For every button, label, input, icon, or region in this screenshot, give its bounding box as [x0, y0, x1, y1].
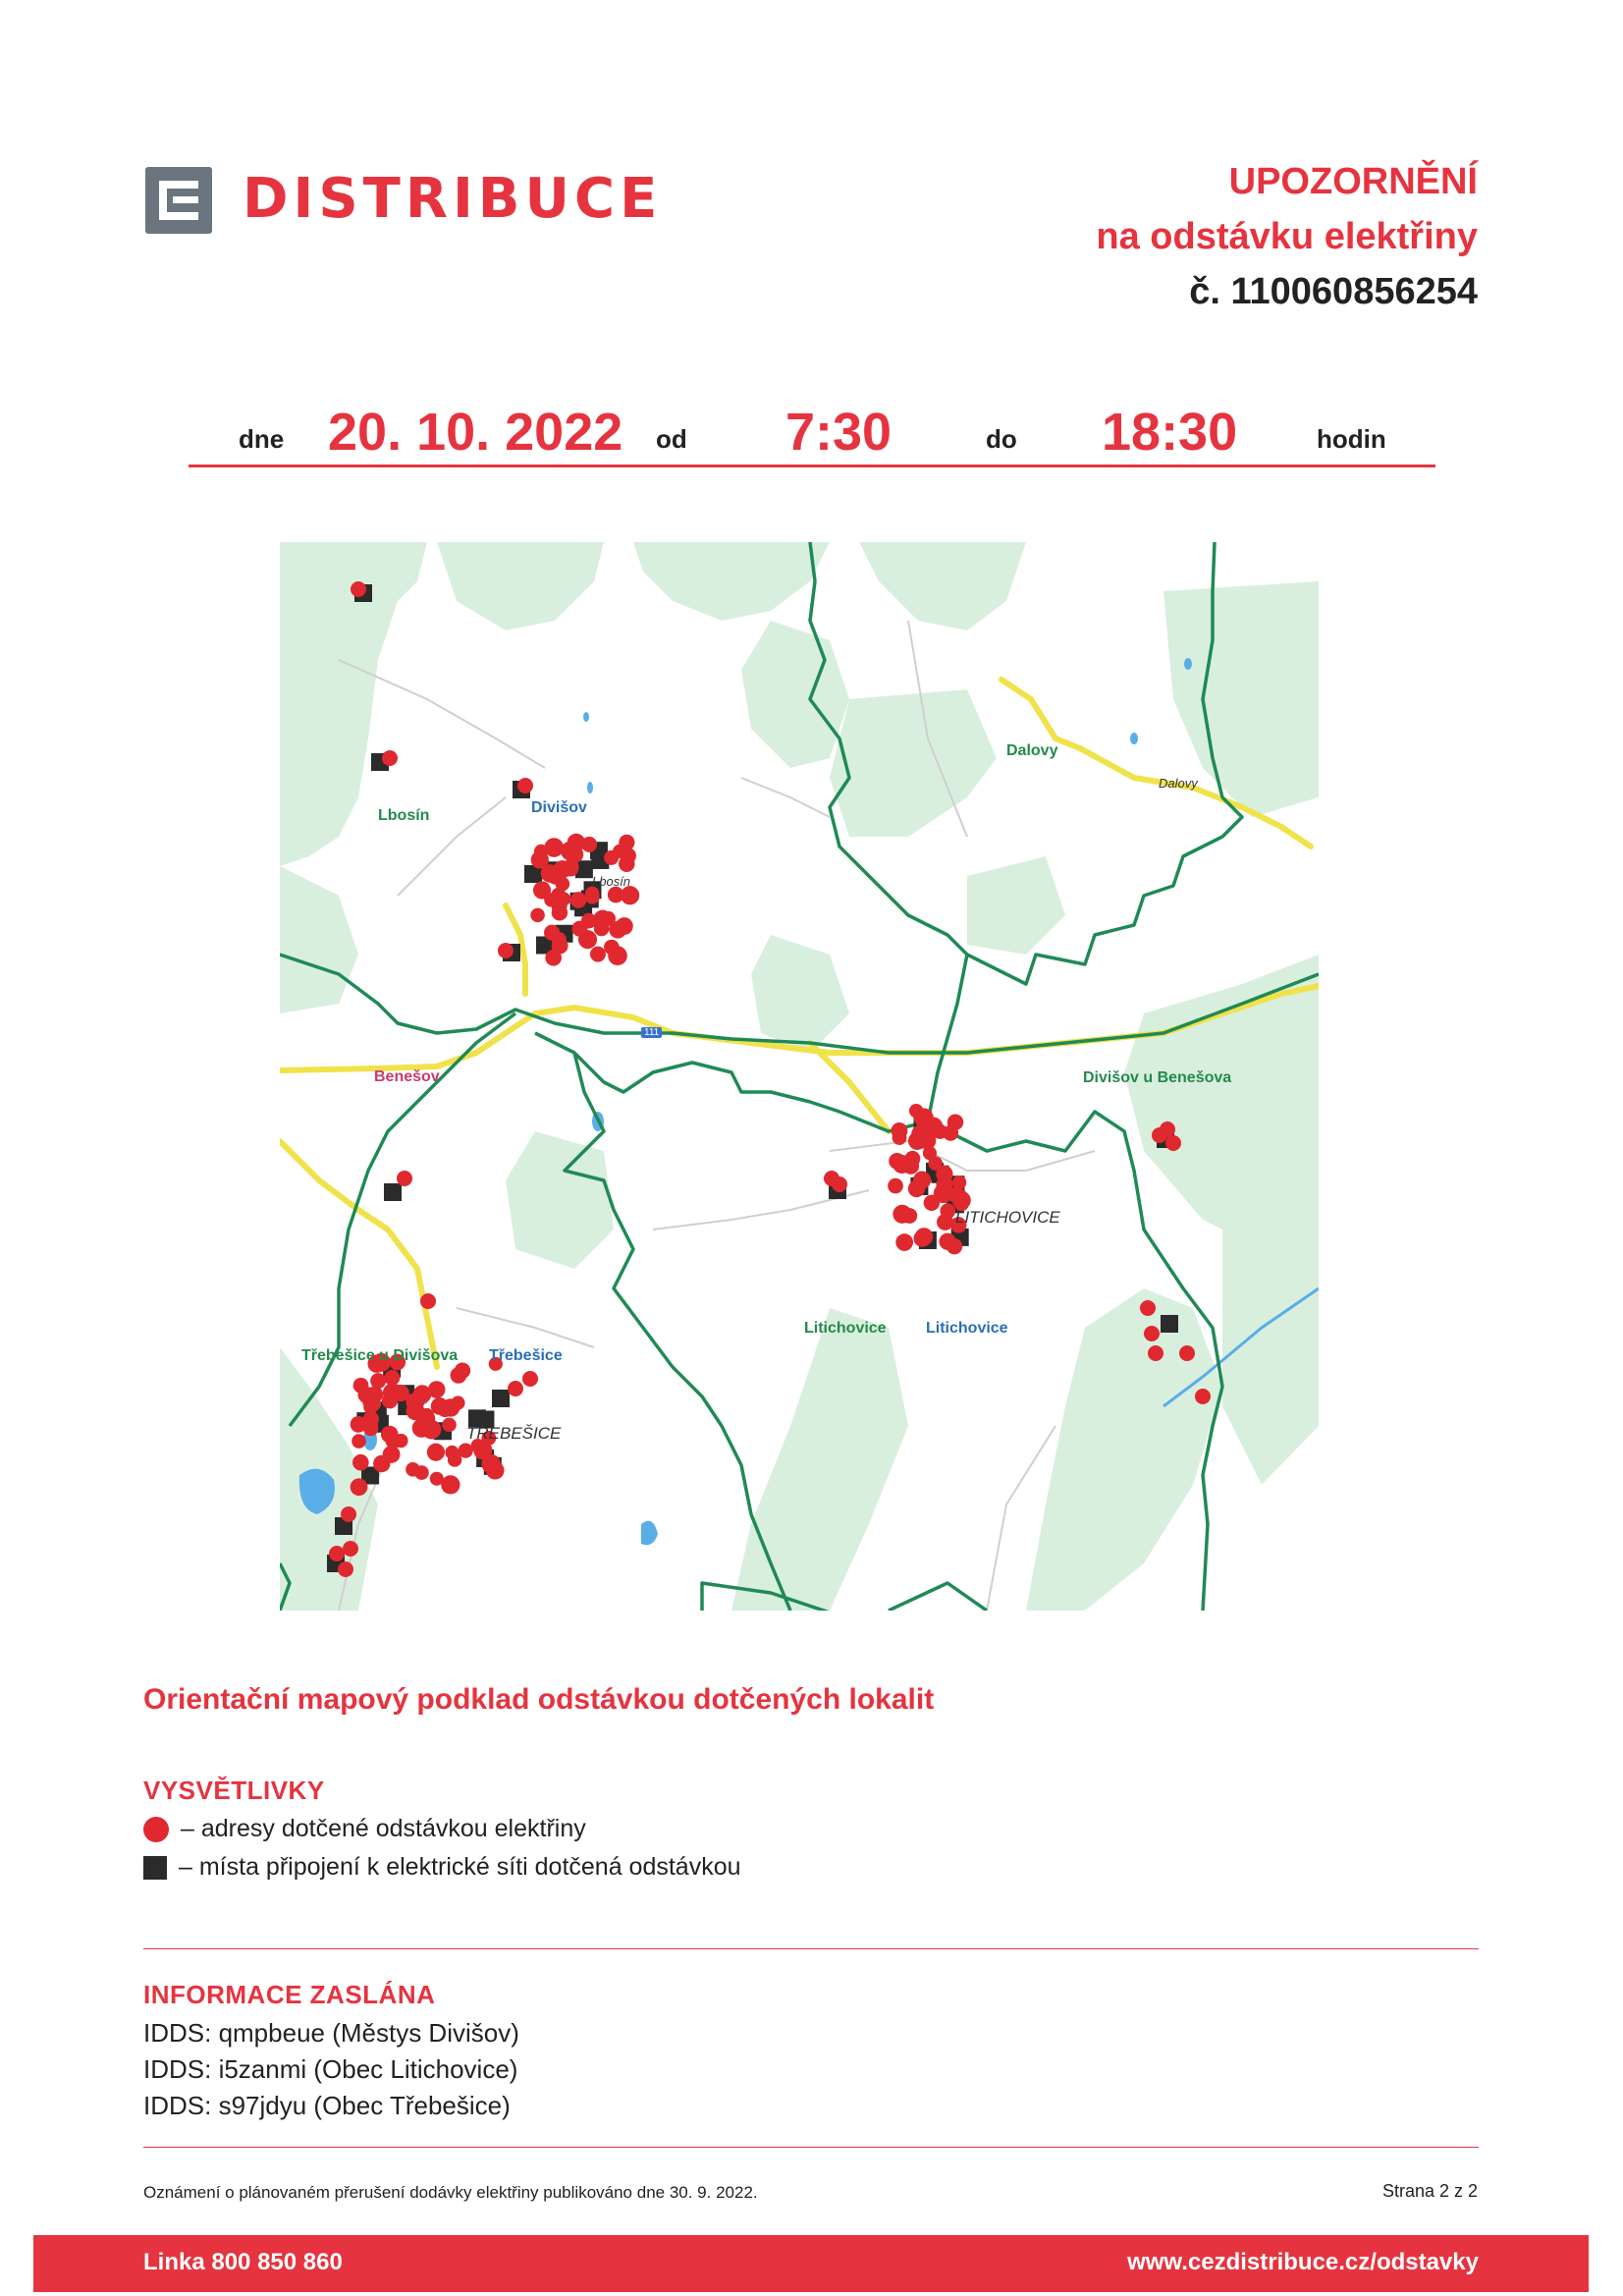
address-dot: [552, 932, 567, 947]
address-dot: [383, 1446, 401, 1463]
date-divider: [189, 465, 1435, 467]
address-dot: [353, 1378, 369, 1394]
map-label-trebesice: Třebešice: [489, 1347, 563, 1364]
address-dot: [893, 1155, 911, 1174]
address-dot: [508, 1381, 523, 1396]
address-dot: [420, 1293, 436, 1309]
notice-subtitle: na odstávku elektřiny: [1096, 216, 1478, 257]
address-dot-icon: [143, 1817, 169, 1842]
address-dot: [430, 1472, 444, 1486]
address-dot: [928, 1156, 943, 1171]
hours-label: hodin: [1317, 424, 1386, 454]
address-dot: [1144, 1326, 1160, 1341]
address-dot: [343, 1541, 358, 1557]
address-dot: [431, 1397, 449, 1415]
address-dot: [522, 1371, 538, 1387]
cez-logo-icon: [145, 167, 212, 234]
address-dot: [568, 834, 586, 852]
address-dot: [593, 910, 612, 929]
legend-address-text: – adresy dotčené odstávkou elektřiny: [181, 1815, 586, 1842]
address-dot: [947, 1238, 962, 1254]
address-dot: [552, 904, 568, 920]
logo-text: DISTRIBUCE: [243, 167, 663, 231]
connection-square: [1161, 1315, 1178, 1333]
footer-hotline: Linka 800 850 860: [143, 2249, 343, 2275]
map-label-divisov: Divišov: [531, 799, 587, 816]
address-dot: [341, 1506, 356, 1522]
info-line-divisov: IDDS: qmpbeue (Městys Divišov): [143, 2018, 519, 2048]
address-dot: [925, 1118, 943, 1135]
outage-map: [280, 542, 1319, 1611]
connection-square: [492, 1390, 510, 1407]
address-dot: [364, 1418, 378, 1432]
map-label-dalovy-road: Dalovy: [1159, 776, 1198, 791]
address-dot: [427, 1444, 445, 1461]
info-title: INFORMACE ZASLÁNA: [143, 1980, 436, 2009]
address-dot: [895, 1233, 913, 1251]
map-label-trebesice-u-divisova: Třebešice u Divišova: [301, 1347, 459, 1364]
address-dot: [1148, 1345, 1163, 1361]
address-dot: [1179, 1345, 1195, 1361]
address-dot: [534, 845, 548, 858]
address-dot: [498, 943, 514, 958]
from-label: od: [656, 424, 687, 454]
address-dot: [441, 1475, 460, 1494]
info-line-litichovice: IDDS: i5zanmi (Obec Litichovice): [143, 2054, 518, 2084]
connection-square-icon: [143, 1856, 167, 1880]
map-label-lbosin-road: Lbosín: [592, 874, 631, 889]
address-dot: [382, 750, 398, 766]
map-label-divisov-u-benesova: Divišov u Benešova: [1083, 1069, 1232, 1086]
address-dot: [1140, 1300, 1156, 1316]
address-dot: [406, 1462, 420, 1477]
address-dot: [383, 1383, 403, 1402]
legend-address-row: [143, 1815, 586, 1843]
address-dot: [908, 1180, 925, 1197]
address-dot: [616, 917, 633, 935]
info-line-trebesice: IDDS: s97jdyu (Obec Třebešice): [143, 2091, 511, 2120]
address-dot: [1160, 1121, 1175, 1137]
map-label-litichovice-cadastre: Litichovice: [926, 1320, 1008, 1337]
address-dot: [370, 1373, 386, 1389]
address-dot: [517, 778, 533, 793]
map-caption: Orientační mapový podklad odstávkou dotčených lokalit: [143, 1683, 935, 1716]
address-dot: [451, 1396, 464, 1410]
map-label-dalovy: Dalovy: [1006, 742, 1058, 759]
address-dot: [442, 1418, 457, 1433]
map-label-benesov: Benešov: [374, 1068, 440, 1085]
address-dot: [1165, 1135, 1181, 1151]
address-dot: [548, 870, 562, 884]
address-dot: [604, 940, 620, 956]
outage-end-time: 18:30: [1102, 403, 1238, 462]
to-label: do: [986, 424, 1017, 454]
map-label-litichovice: Litichovice: [804, 1320, 887, 1337]
address-dot: [563, 861, 578, 877]
section-divider-2: [143, 2147, 1479, 2148]
address-dot: [621, 886, 639, 904]
address-dot: [351, 1478, 368, 1496]
address-dot: [397, 1171, 412, 1186]
address-dot: [947, 1115, 963, 1130]
address-dot: [571, 921, 587, 937]
address-dot: [530, 908, 545, 923]
legend-connection-row: [143, 1853, 741, 1882]
address-dot: [936, 1176, 952, 1193]
road-111-sign: 111: [641, 1027, 662, 1038]
date-label: dne: [239, 424, 285, 454]
notice-number: č. 110060856254: [1189, 271, 1478, 312]
address-dot: [613, 845, 626, 858]
legend-connection-text: – místa připojení k elektrické síti dotčená odstávkou: [179, 1853, 741, 1881]
footer-website-link[interactable]: www.cezdistribuce.cz/odstavky: [1127, 2249, 1479, 2275]
address-dot: [824, 1171, 839, 1186]
address-dot: [352, 1454, 369, 1471]
address-dot: [893, 1205, 911, 1224]
address-dot: [381, 1426, 399, 1444]
address-dot: [909, 1104, 923, 1118]
address-dot: [888, 1178, 903, 1194]
outage-date: 20. 10. 2022: [328, 403, 623, 462]
map-label-trebesice-town: TŘEBEŠICE: [466, 1424, 562, 1443]
address-dot: [951, 1188, 967, 1204]
address-dot: [913, 1230, 930, 1246]
address-dot: [352, 1434, 366, 1449]
connection-square: [384, 1183, 402, 1201]
notice-title: UPOZORNĚNÍ: [1228, 161, 1478, 202]
address-dot: [590, 947, 606, 962]
address-dot: [557, 892, 570, 905]
address-dot: [544, 893, 558, 906]
map-label-litichovice-town: LITICHOVICE: [955, 1208, 1060, 1227]
legend-title: VYSVĚTLIVKY: [143, 1776, 325, 1805]
map-label-lbosin: Lbosín: [378, 807, 430, 824]
address-dot: [940, 1203, 955, 1219]
page-number: Strana 2 z 2: [1381, 2181, 1478, 2201]
outage-start-time: 7:30: [785, 403, 893, 462]
address-dot: [329, 1546, 345, 1561]
address-dot: [585, 890, 600, 904]
publication-note: Oznámení o plánovaném přerušení dodávky elektřiny publikováno dne 30. 9. 2022.: [143, 2183, 758, 2202]
address-dot: [448, 1452, 462, 1467]
address-dot: [570, 892, 587, 908]
address-dot: [351, 581, 366, 597]
address-dot: [1195, 1389, 1211, 1404]
footer-bar: [33, 2235, 1589, 2292]
address-dot: [366, 1387, 383, 1403]
address-dot: [413, 1385, 432, 1403]
address-dot: [893, 1130, 907, 1145]
section-divider: [143, 1948, 1479, 1949]
address-dot: [338, 1561, 353, 1577]
address-dot: [406, 1401, 425, 1420]
